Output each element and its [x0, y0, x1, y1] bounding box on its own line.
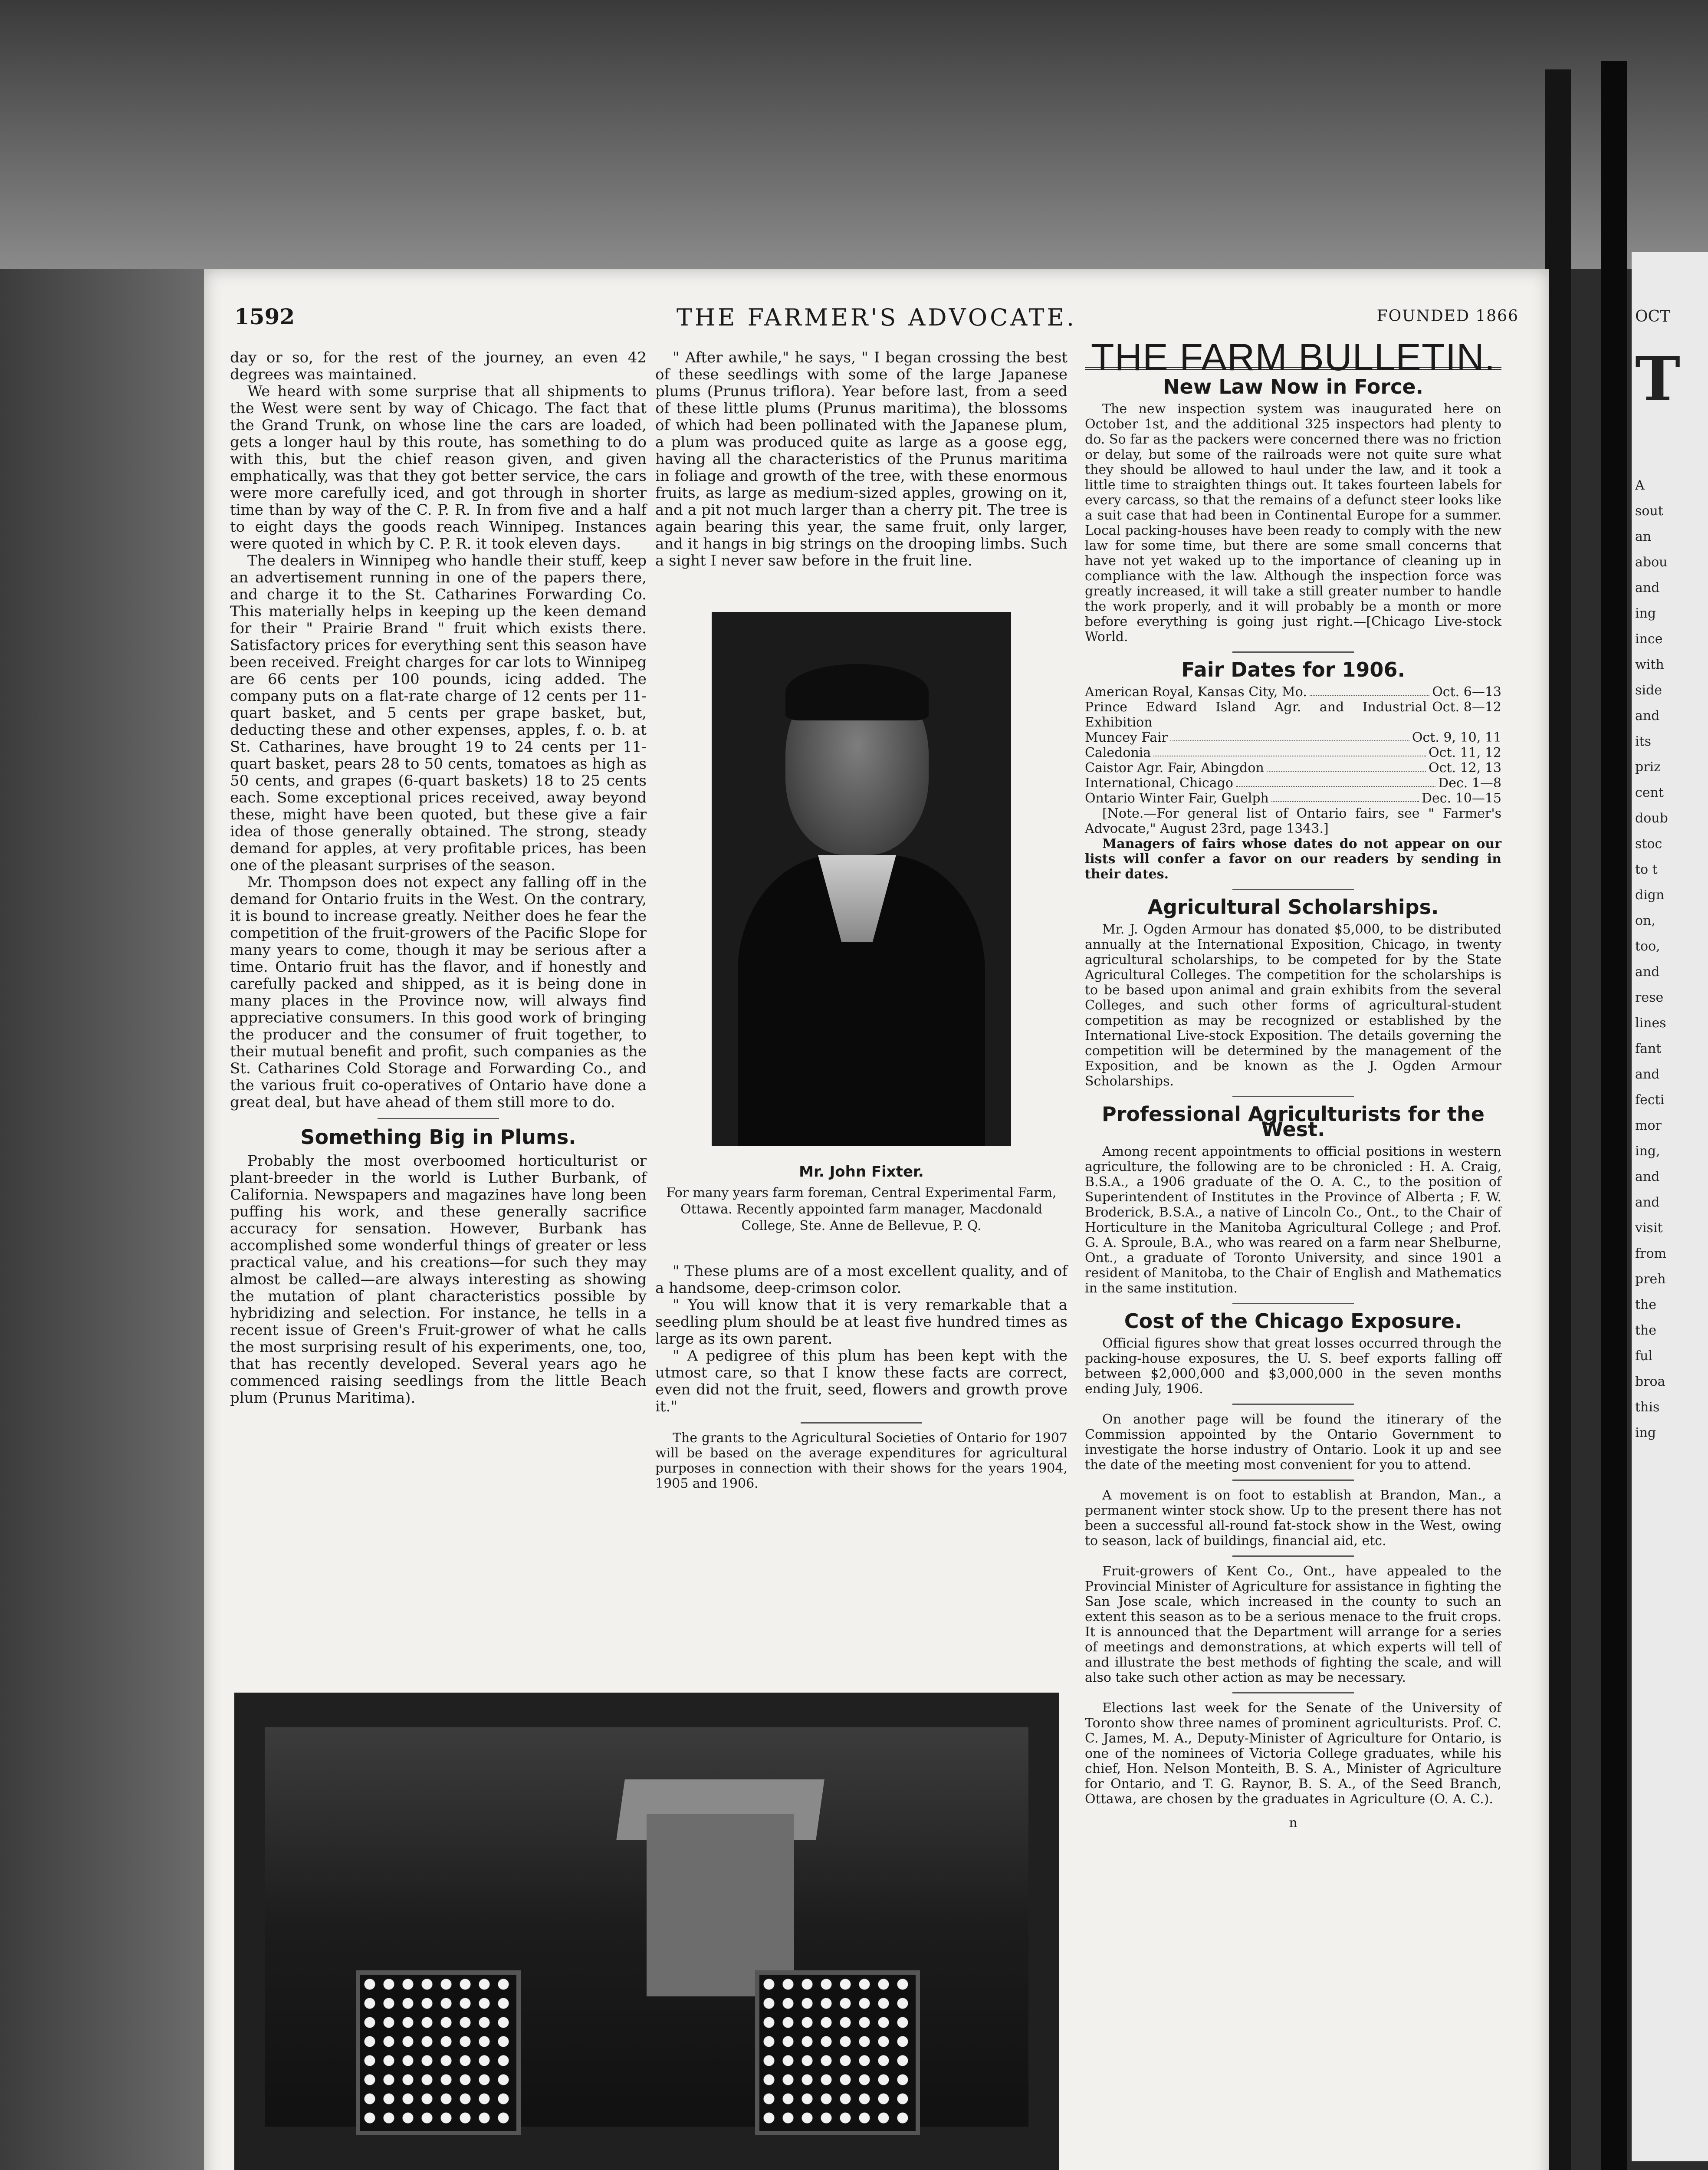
- section-divider: [378, 1118, 499, 1119]
- paragraph: Mr. Thompson does not expect any falling off in the demand for Ontario fruits in the West. On the contrary, it is bound to increase greatly. Neither does he fear the competition of the fruit-growers of the Pacific Slope for many years to come, though it may be serious after a time. Ontario fruit has the flavor, and if honestly and carefully packed and shipped, as it is being done in many places in the Province now, will always find appreciative consumers. In this good work of bringing the producer and the consumer of fruit together, to their mutual benefit and profit, such companies as the St. Catharines Cold Storage and Forwarding Co., and the various fruit co-operatives of Ontario have done a great deal, but have ahead of them still more to do.: [230, 874, 647, 1111]
- leader-dots: [1153, 745, 1426, 756]
- adjacent-line: and: [1635, 1195, 1660, 1210]
- fair-name: Caistor Agr. Fair, Abingdon: [1085, 760, 1264, 776]
- section-divider: [1232, 1480, 1354, 1481]
- page-number: 1592: [234, 304, 295, 329]
- paragraph: Elections last week for the Senate of the University of Toronto show three names of prominent agriculturists. Prof. C. C. James, M. A., Deputy-Minister of Agriculture for Ontario, is one of the nominees of Victoria College graduates, while his chief, Hon. Nelson Monteith, B. S. A., Minister of Agriculture for Ontario, and T. G. Raynor, B. S. A., of the Seed Branch, Ottawa, are chosen by the graduates in Agriculture (O. A. C.).: [1085, 1700, 1501, 1807]
- adjacent-line: cent: [1635, 785, 1664, 800]
- adjacent-line: and: [1635, 1169, 1660, 1184]
- fair-row: [1085, 791, 1501, 806]
- adjacent-page-initial: T: [1635, 344, 1681, 415]
- adjacent-line: and: [1635, 580, 1660, 595]
- portrait-caption-name: Mr. John Fixter.: [799, 1163, 924, 1180]
- section-heading-fairs: Fair Dates for 1906.: [1181, 658, 1405, 681]
- adjacent-line: ing: [1635, 1425, 1656, 1440]
- section-divider: [1232, 889, 1354, 890]
- fair-row: [1085, 700, 1501, 730]
- fair-row: [1085, 760, 1501, 776]
- paragraph: " These plums are of a most excellent quality, and of a handsome, deep-crimson color.: [655, 1263, 1068, 1297]
- portrait-photo: [712, 612, 1011, 1146]
- adjacent-line: this: [1635, 1400, 1660, 1415]
- adjacent-line: abou: [1635, 555, 1668, 570]
- portrait-caption-text: For many years farm foreman, Central Experimental Farm, Ottawa. Recently appointed farm manager, Macdonald College, Ste. Anne de Bellevue, P. Q.: [666, 1185, 1057, 1233]
- adjacent-line: sout: [1635, 503, 1663, 519]
- fair-name: American Royal, Kansas City, Mo.: [1085, 684, 1307, 700]
- section-divider: [1232, 1692, 1354, 1693]
- paragraph: Probably the most overboomed horticulturist or plant-breeder in the world is Luther Burbank, of California. Newspapers and magazines have long been puffing his work, and these generally sacrifice accuracy for sensation. However, Burbank has accomplished some wonderful things of greater or less practical value, and his creations—for such they may almost be called—are always interesting as showing the mutation of plant characteristics possible by hybridizing and selection. For instance, he tells in a recent issue of Green's Fruit-grower of what he calls the most surprising result of his experiments, one, too, that has recently developed. Several years ago he commenced raising seedlings from the little Beach plum (Prunus Maritima).: [230, 1152, 647, 1407]
- adjacent-line: and: [1635, 964, 1660, 980]
- paragraph: On another page will be found the itinerary of the Commission appointed by the Ontario Government to investigate the horse industry of Ontario. Look it up and see the date of the meeting most convenient for you to attend.: [1085, 1412, 1501, 1473]
- section-divider: [801, 1422, 922, 1424]
- paragraph: Official figures show that great losses occurred through the packing-house exposures, the U. S. beef exports falling off between $2,000,000 and $3,000,000 in the seven months ending July, 1906.: [1085, 1336, 1501, 1397]
- paragraph: " After awhile," he says, " I began crossing the best of these seedlings with some of the large Japanese plums (Prunus triflora). Year before last, from a seed of these little plums (Prunus maritima), the blossoms of which had been pollinated with the Japanese plum, a plum was produced quite as large as a goose egg, having all the characteristics of the Prunus maritima in foliage and growth of the tree, with these enormous fruits, as large as medium-sized apples, growing on it, and a pit not much larger than a cherry pit. The tree is again bearing this year, the same fruit, only larger, and it hangs in big strings on the drooping limbs. Such a sight I never saw before in the fruit line.: [655, 349, 1068, 569]
- paragraph: " A pedigree of this plum has been kept with the utmost care, so that I know these facts are correct, even did not the fruit, seed, flowers and growth prove it.": [655, 1347, 1068, 1415]
- section-heading-professionals: Professional Agriculturists for the West.: [1102, 1102, 1485, 1141]
- farm-bulletin-title: THE FARM BULLETIN.: [1085, 349, 1501, 370]
- adjacent-line: side: [1635, 683, 1662, 698]
- column-middle-lower: [655, 1263, 1068, 1491]
- adjacent-line: fant: [1635, 1041, 1662, 1056]
- paragraph: The grants to the Agricultural Societies of Ontario for 1907 will be based on the average expenditures for agricultural purposes in connection with their shows for the years 1904, 1905 and 1906.: [655, 1430, 1068, 1491]
- adjacent-line: the: [1635, 1297, 1657, 1312]
- column-left: [230, 349, 647, 1407]
- page-header: [234, 304, 1519, 339]
- paragraph: Fruit-growers of Kent Co., Ont., have appealed to the Provincial Minister of Agriculture for assistance in fighting the San Jose scale, which increased in the county to such an extent this season as to be a serious menace to the fruit crops. It is announced that the Department will arrange for a series of meetings and demonstrations, at which experts will tell of and illustrate the best methods of fighting the scale, and will also take such other action as may be necessary.: [1085, 1564, 1501, 1685]
- adjacent-line: preh: [1635, 1272, 1666, 1287]
- fair-row: [1085, 684, 1501, 700]
- paragraph: [Note.—For general list of Ontario fairs, see " Farmer's Advocate," August 23rd, page 1343.]: [1085, 806, 1501, 836]
- section-divider: [1232, 1096, 1354, 1097]
- section-divider: [1232, 1303, 1354, 1304]
- peach-box-right: [755, 1970, 920, 2135]
- adjacent-line: mor: [1635, 1118, 1662, 1133]
- adjacent-line: A: [1635, 478, 1645, 493]
- paragraph: " You will know that it is very remarkable that a seedling plum should be at least five hundred times as large as its own parent.: [655, 1296, 1068, 1348]
- fruit-box-photo: [234, 1693, 1059, 2170]
- fair-date: Oct. 6—13: [1432, 684, 1501, 700]
- fair-name: Caledonia: [1085, 745, 1151, 760]
- adjacent-line: the: [1635, 1323, 1657, 1338]
- adjacent-page-head: OCT: [1635, 308, 1671, 326]
- adjacent-line: lines: [1635, 1016, 1666, 1031]
- column-right: [1085, 335, 1501, 1831]
- adjacent-line: to t: [1635, 862, 1658, 877]
- paragraph: Among recent appointments to official positions in western agriculture, the following are to be chronicled : H. A. Craig, B.S.A., a 1906 graduate of the O. A. C., to the position of Superintendent of Institutes in the Province of Alberta ; F. W. Broderick, B.S.A., a native of Lincoln Co., Ont., to the Chair of Horticulture in the Manitoba Agricultural College ; and Prof. G. A. Sproule, B.A., who was reared on a farm near Shelburne, Ont., a graduate of Toronto University, and since 1901 a resident of Manitoba, to the Chair of English and Mathematics in the same institution.: [1085, 1144, 1501, 1296]
- paragraph: The dealers in Winnipeg who handle their stuff, keep an advertisement running in one of the papers there, and charge it to the St. Catharines Forwarding Co. This materially helps in keeping up the keen demand for their " Prairie Brand " fruit which exists there. Satisfactory prices for everything sent this season have been received. Freight charges for car lots to Winnipeg are 66 cents per 100 pounds, icing added. The company puts on a flat-rate charge of 12 cents per 11-quart basket, and 5 cents per grape basket, but, deducting these and other expenses, apples, f. o. b. at St. Catharines, have brought 19 to 24 cents per 11-quart basket, pears 28 to 50 cents, tomatoes as high as 50 cents, and grapes (6-quart baskets) 18 to 25 cents each. Some exceptional prices received, away beyond these, might have been quoted, but these give a fair idea of those generally obtained. The strong, steady demand for apples, at very profitable prices, has been one of the pleasant surprises of the season.: [230, 552, 647, 874]
- adjacent-line: and: [1635, 1067, 1660, 1082]
- paragraph: Managers of fairs whose dates do not appear on our lists will confer a favor on our readers by sending in their dates.: [1085, 836, 1501, 882]
- founded-line: FOUNDED 1866: [1376, 307, 1519, 325]
- peach-box-left: [356, 1970, 521, 2135]
- section-divider: [1232, 651, 1354, 653]
- adjacent-line: too,: [1635, 939, 1660, 954]
- fair-date: Oct. 12, 13: [1429, 760, 1501, 776]
- paragraph: The new inspection system was inaugurated here on October 1st, and the additional 325 inspectors had plenty to do. So far as the packers were concerned there was no friction or delay, but some of the railroads were not quite sure what they should be allowed to haul under the law, and it took a little time to straighten things out. It takes fourteen labels for every carcass, so that the remains of a defunct steer looks like a suit case that had been in Continental Europe for a summer. Local packing-houses have been ready to comply with the new law for some time, but there are some small concerns that have not yet waked up to the importance of cleaning up in compliance with the law. Although the inspection force was greatly increased, it will take a still greater number to handle the work properly, and it will probably be a month or more before everything is going just right.—[Chicago Live-stock World.: [1085, 401, 1501, 644]
- section-heading-chicago: Cost of the Chicago Exposure.: [1124, 1309, 1462, 1333]
- book-spine: [1601, 61, 1627, 2170]
- fair-dates-list: [1085, 684, 1501, 806]
- section-divider: [1232, 1404, 1354, 1405]
- photo-scene: [265, 1727, 1028, 2127]
- section-heading-scholarships: Agricultural Scholarships.: [1147, 895, 1439, 919]
- crate: [647, 1814, 794, 1996]
- adjacent-line: ing: [1635, 606, 1656, 621]
- fair-row: [1085, 745, 1501, 760]
- paragraph: day or so, for the rest of the journey, an even 42 degrees was maintained.: [230, 349, 647, 383]
- scan-background-top: [0, 0, 1708, 269]
- adjacent-line: ince: [1635, 631, 1663, 647]
- section-heading-plums: Something Big in Plums.: [300, 1125, 576, 1149]
- adjacent-line: with: [1635, 657, 1664, 672]
- adjacent-line: visit: [1635, 1220, 1663, 1236]
- fair-date: Oct. 9, 10, 11: [1412, 730, 1501, 745]
- adjacent-line: and: [1635, 708, 1660, 723]
- page-mark: n: [1289, 1815, 1297, 1831]
- leader-dots: [1170, 730, 1409, 741]
- adjacent-line: ing,: [1635, 1144, 1660, 1159]
- column-middle: [655, 349, 1068, 569]
- fair-name: Muncey Fair: [1085, 730, 1168, 745]
- fair-row: [1085, 776, 1501, 791]
- section-heading-law: New Law Now in Force.: [1163, 375, 1423, 398]
- leader-dots: [1310, 684, 1429, 696]
- leader-dots: [1271, 791, 1419, 802]
- scan-background-left: [0, 269, 204, 2170]
- fair-date: Dec. 10—15: [1421, 791, 1501, 806]
- adjacent-line: an: [1635, 529, 1652, 544]
- adjacent-line: rese: [1635, 990, 1664, 1005]
- fair-date: Oct. 11, 12: [1429, 745, 1501, 760]
- adjacent-page-fragment: [1632, 252, 1708, 2161]
- section-divider: [1232, 1555, 1354, 1557]
- adjacent-line: stoc: [1635, 836, 1662, 852]
- newspaper-page: [204, 269, 1549, 2170]
- adjacent-line: dign: [1635, 888, 1665, 903]
- paragraph: A movement is on foot to establish at Brandon, Man., a permanent winter stock show. Up to the present there has not been a successful all-round fat-stock show in the West, owing to season, lack of buildings, financial aid, etc.: [1085, 1488, 1501, 1549]
- running-head: THE FARMER'S ADVOCATE.: [676, 304, 1077, 331]
- adjacent-line: priz: [1635, 760, 1661, 775]
- adjacent-line: fecti: [1635, 1092, 1665, 1108]
- leader-dots: [1267, 760, 1426, 772]
- fair-date: Oct. 8—12: [1432, 700, 1501, 715]
- fair-name: Ontario Winter Fair, Guelph: [1085, 791, 1269, 806]
- paragraph: Mr. J. Ogden Armour has donated $5,000, to be distributed annually at the International Exposition, Chicago, in twenty agricultural scholarships, to be competed for by the State Agricultural Colleges. The competition for the scholarships is to be based upon animal and grain exhibits from the several Colleges, and such other forms of agricultural-student competition as may be recognized or established by the International Live-stock Exposition. The details governing the competition will be determined by the management of the Exposition, and be known as the J. Ogden Armour Scholarships.: [1085, 922, 1501, 1089]
- adjacent-line: from: [1635, 1246, 1666, 1261]
- adjacent-line: broa: [1635, 1374, 1665, 1389]
- leader-dots: [1236, 776, 1435, 787]
- fair-name: International, Chicago: [1085, 776, 1233, 791]
- fair-row: [1085, 730, 1501, 745]
- paragraph: We heard with some surprise that all shipments to the West were sent by way of Chicago. The fact that the Grand Trunk, on whose line the cars are loaded, gets a longer haul by this route, has something to do with this, but the chief reason given, and given emphatically, was that they got better service, the cars were more carefully iced, and got through in shorter time than by way of the C. P. R. In from five and a half to eight days the goods reach Winnipeg. Instances were quoted in which by C. P. R. it took eleven days.: [230, 383, 647, 552]
- fair-date: Dec. 1—8: [1438, 776, 1501, 791]
- adjacent-line: ful: [1635, 1348, 1653, 1364]
- adjacent-line: its: [1635, 734, 1652, 749]
- portrait-figure-hair: [785, 664, 929, 720]
- adjacent-line: on,: [1635, 913, 1655, 928]
- adjacent-line: doub: [1635, 811, 1668, 826]
- fair-name: Prince Edward Island Agr. and Industrial Exhibition: [1085, 700, 1427, 730]
